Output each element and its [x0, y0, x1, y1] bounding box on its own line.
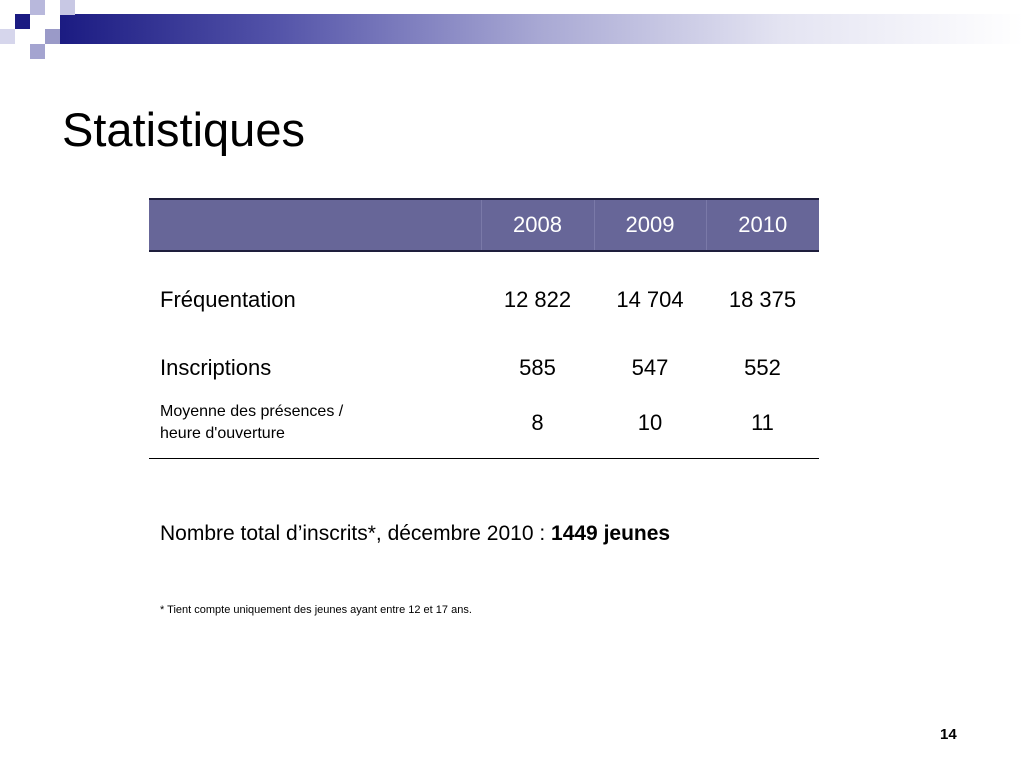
table-cell: 585	[519, 355, 556, 380]
table-row	[149, 388, 819, 459]
table-cell: 14 704	[616, 287, 684, 312]
table-header-cell: 2010	[706, 199, 819, 251]
deco-square	[60, 0, 75, 15]
table-header-cell: 2009	[594, 199, 706, 251]
row-label: Fréquentation	[160, 287, 296, 312]
page-number: 14	[940, 726, 957, 743]
table-header-cell	[149, 199, 481, 251]
deco-square	[30, 0, 45, 15]
deco-square	[15, 14, 30, 29]
row-label-line: heure d'ouverture	[160, 425, 285, 442]
table-row	[149, 251, 819, 348]
row-label	[149, 388, 481, 459]
table-cell: 547	[631, 355, 669, 380]
deco-square	[0, 29, 15, 44]
table-row	[149, 348, 819, 388]
deco-square	[45, 29, 60, 44]
table-cell: 11	[751, 410, 774, 435]
row-label: Inscriptions	[160, 355, 272, 380]
slide-title: Statistiques	[62, 103, 305, 156]
total-registrations	[160, 520, 670, 548]
table-cell: 18 375	[728, 287, 797, 312]
total-value: 1449 jeunes	[551, 522, 671, 545]
statistics-table	[149, 198, 819, 459]
table-header-row	[149, 199, 819, 251]
table-cell: 12 822	[503, 287, 572, 312]
table-cell: 10	[637, 410, 663, 435]
deco-square	[30, 44, 45, 59]
table-header-cell: 2008	[481, 199, 594, 251]
total-text: Nombre total d’inscrits*, décembre 2010 :	[160, 522, 552, 545]
table-cell: 552	[744, 355, 781, 380]
table-cell: 8	[531, 410, 544, 435]
footnote: * Tient compte uniquement des jeunes ayant entre 12 et 17 ans.	[160, 604, 472, 616]
header-gradient-bar	[60, 14, 1024, 44]
row-label-line: Moyenne des présences /	[160, 403, 344, 420]
